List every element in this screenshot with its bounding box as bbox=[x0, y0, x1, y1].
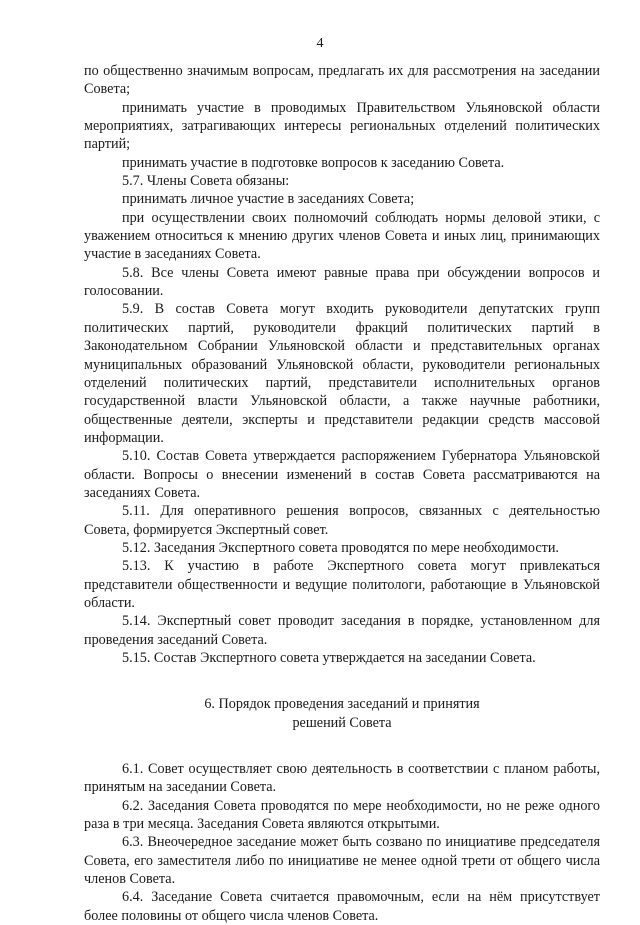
paragraph: по общественно значимым вопросам, предлагать их для рассмотрения на заседании Совета; bbox=[84, 63, 600, 98]
paragraph: принимать личное участие в заседаниях Совета; bbox=[122, 191, 415, 208]
paragraph: 5.13. К участию в работе Экспертного совета могут привлекаться представители общественности и ведущие политологи, работающие в Ульяновской области. bbox=[84, 558, 600, 611]
paragraph: 5.12. Заседания Экспертного совета проводятся по мере необходимости. bbox=[122, 539, 559, 556]
paragraph: 6.4. Заседание Совета считается правомочным, если на нём присутствует более половины от общего числа членов Совета. bbox=[84, 889, 600, 924]
paragraph: 5.10. Состав Совета утверждается распоряжением Губернатора Ульяновской области. Вопросы о внесении изменений в состав Совета рассматриваются на заседаниях Совета. bbox=[84, 448, 600, 501]
section-heading-line: 6. Порядок проведения заседаний и принятия bbox=[204, 696, 480, 713]
paragraph: 5.9. В состав Совета могут входить руководители депутатских групп политических партий, руководители фракций политических партий в Законодательном Собрании Ульяновской области и представительных органах муниципальных образований Ульяновской области, руководители региональных отделений политических партий, представители исполнительных органов государственной власти Ульяновской области, а также научные работники, общественные деятели, эксперты и представители редакции средств массовой информации. bbox=[84, 301, 600, 446]
paragraph: 6.2. Заседания Совета проводятся по мере необходимости, но не реже одного раза в три месяца. Заседания Совета являются открытыми. bbox=[84, 797, 600, 833]
document-body bbox=[84, 62, 600, 925]
paragraph: принимать участие в подготовке вопросов к заседанию Совета. bbox=[122, 154, 505, 171]
page-number: 4 bbox=[316, 36, 324, 51]
paragraph: 5.8. Все члены Совета имеют равные права при обсуждении вопросов и голосовании. bbox=[84, 264, 600, 300]
paragraph: при осуществлении своих полномочий соблюдать нормы деловой этики, с уважением относиться к мнению других членов Совета и иных лиц, принимающих участие в заседаниях Совета. bbox=[84, 209, 600, 263]
paragraph: 5.11. Для оперативного решения вопросов, связанных с деятельностью Совета, формируется Экспертный совет. bbox=[84, 503, 600, 538]
paragraph: 6.1. Совет осуществляет свою деятельность в соответствии с планом работы, принятым на заседании Совета. bbox=[84, 761, 600, 796]
section-heading-line: решений Совета bbox=[292, 714, 392, 731]
paragraph: принимать участие в проводимых Правительством Ульяновской области мероприятиях, затрагивающих интересы региональных отделений политических партий; bbox=[84, 99, 600, 153]
paragraph: 5.15. Состав Экспертного совета утверждается на заседании Совета. bbox=[122, 650, 536, 666]
section-heading bbox=[84, 695, 600, 732]
paragraph: 5.7. Члены Совета обязаны: bbox=[122, 173, 290, 190]
paragraph: 6.3. Внеочередное заседание может быть созвано по инициативе председателя Совета, его заместителя либо по инициативе не менее одной трети от общего числа членов Совета. bbox=[84, 834, 600, 888]
paragraph: 5.14. Экспертный совет проводит заседания в порядке, установленном для проведения заседаний Совета. bbox=[84, 613, 600, 648]
